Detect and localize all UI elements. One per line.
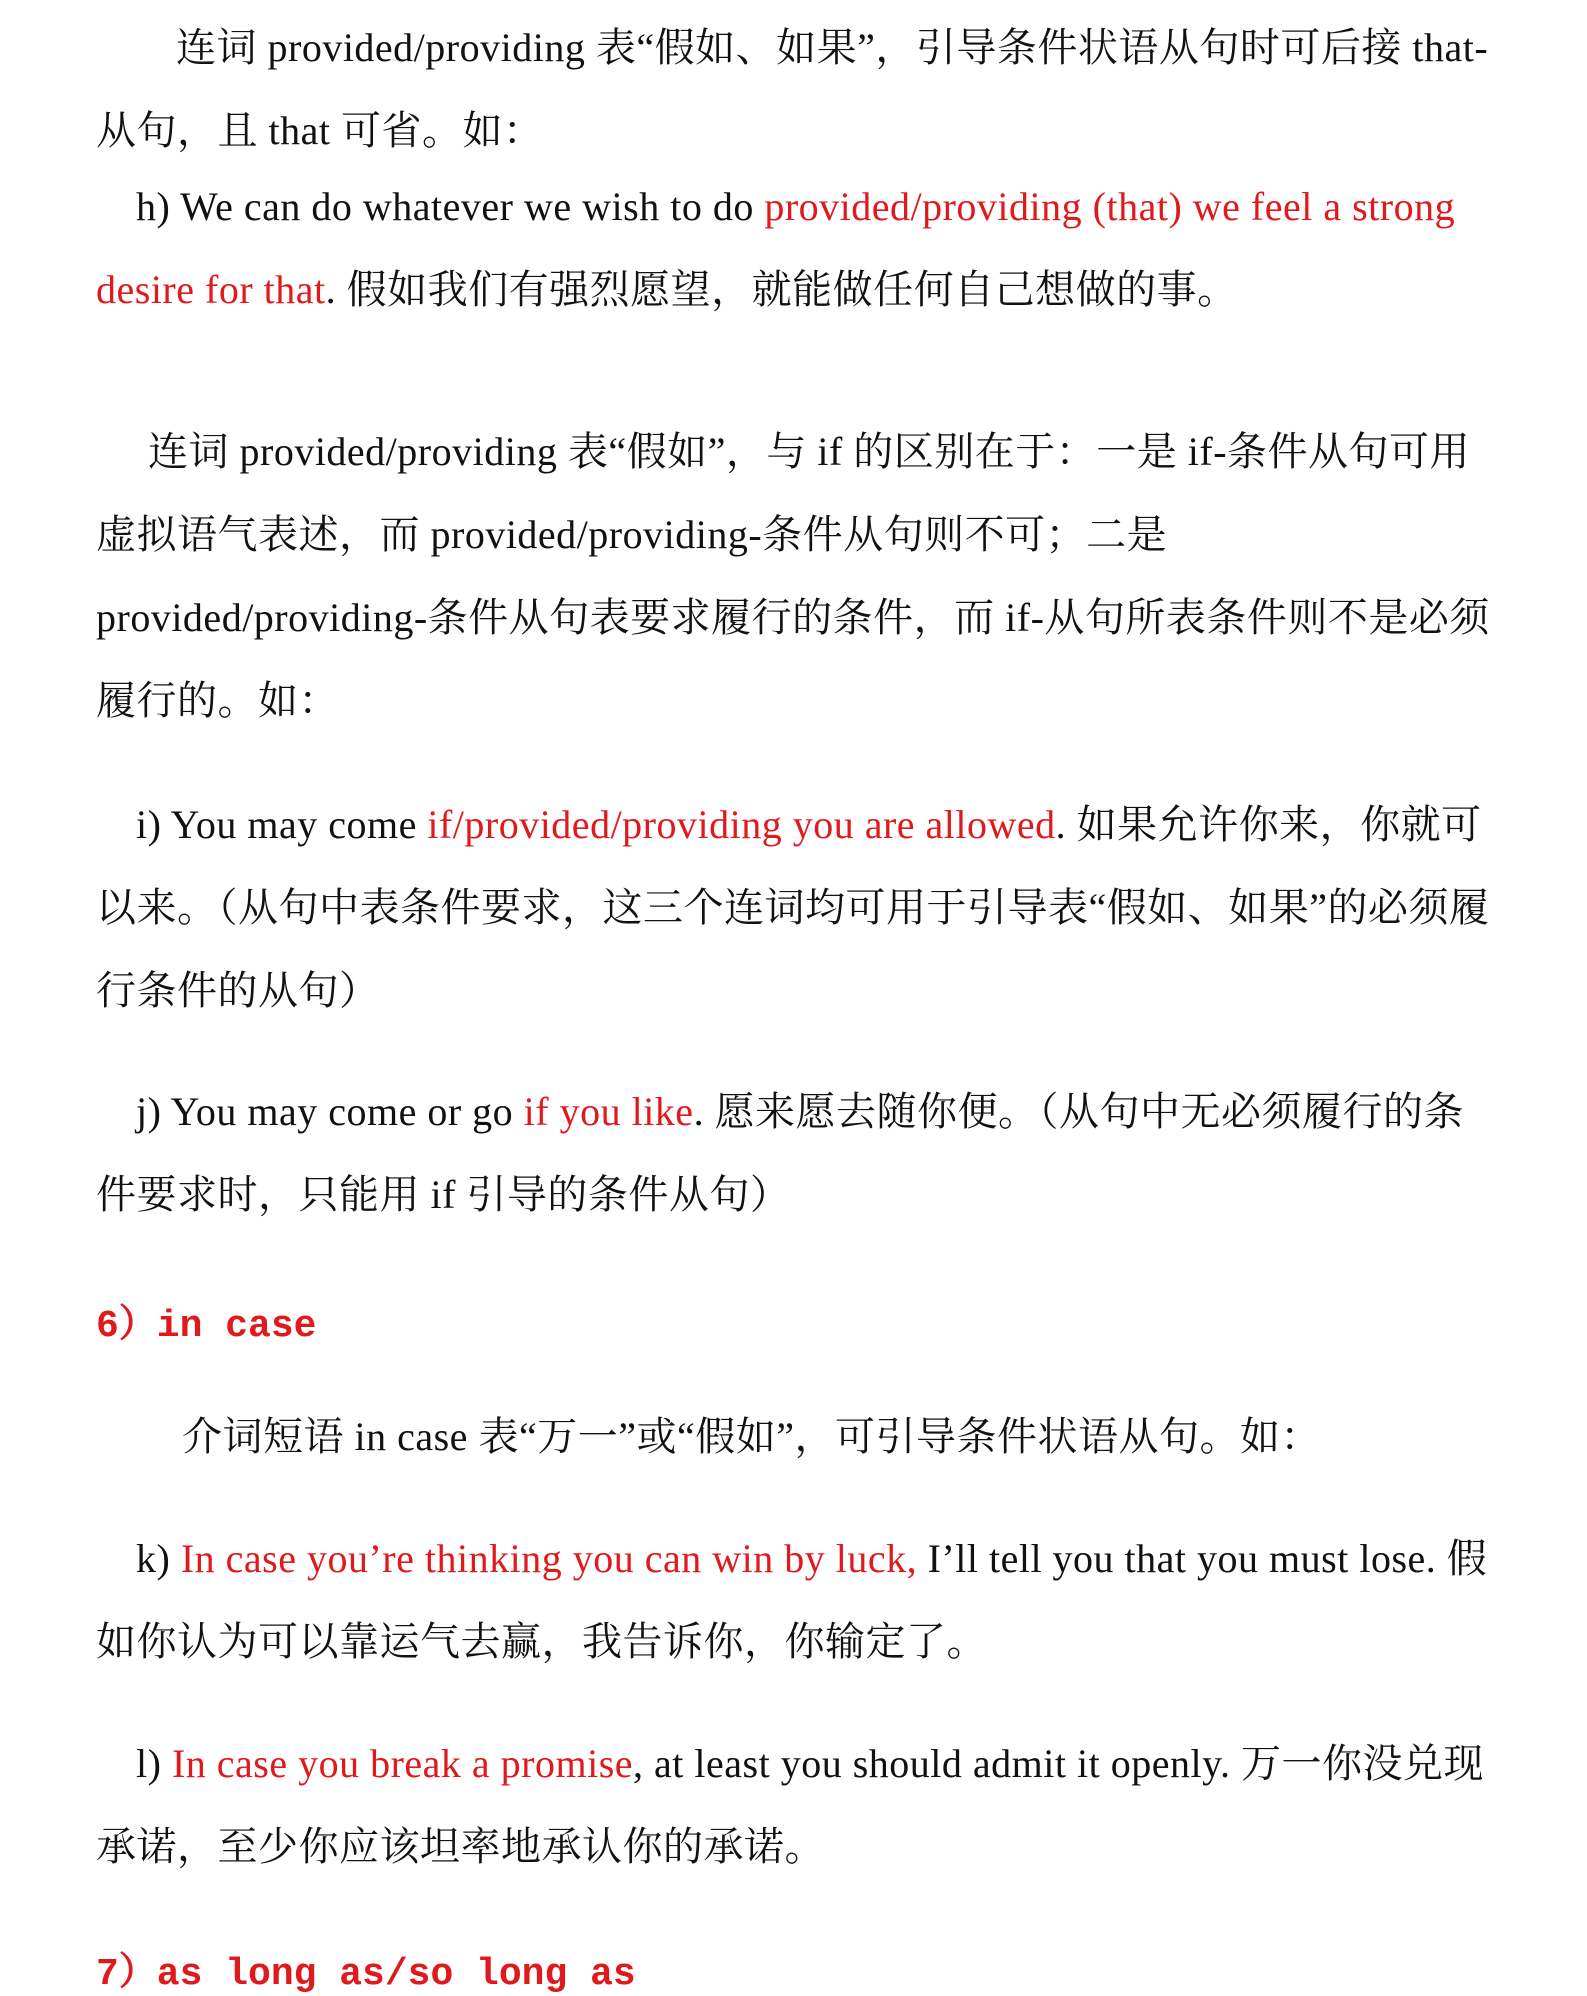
example-i <box>96 783 1496 1032</box>
example-j <box>96 1070 1496 1236</box>
example-suffix: . 如果允许你来，你就可以来。（从句中表条件要求，这三个连词均可用于引导表“假如、如果”的必须履行条件的从句） <box>96 802 1490 1013</box>
example-highlight: if/provided/providing you are allowed <box>427 802 1056 847</box>
example-h <box>96 165 1496 331</box>
example-prefix: l) <box>136 1741 172 1786</box>
example-l <box>96 1722 1496 1888</box>
example-suffix: I’ll tell you that you must lose. 假如你认为可以靠运气去赢，我告诉你，你输定了。 <box>96 1536 1488 1664</box>
section-heading-in-case: 6）in case <box>96 1305 317 1348</box>
example-k <box>96 1517 1496 1683</box>
example-prefix: i) You may come <box>136 802 428 847</box>
example-highlight: In case you break a promise <box>171 1741 634 1786</box>
paragraph-in-case-intro <box>96 1395 1496 1478</box>
example-suffix: . 假如我们有强烈愿望，就能做任何自己想做的事。 <box>325 267 1238 312</box>
example-suffix: . 愿来愿去随你便。（从句中无必须履行的条件要求时，只能用 if 引导的条件从句） <box>96 1089 1465 1217</box>
example-prefix: h) We can do whatever we wish to do <box>136 184 765 229</box>
example-highlight: if you like <box>523 1089 694 1134</box>
example-prefix: k) <box>136 1536 181 1581</box>
section-heading-as-long-as: 7）as long as/so long as <box>96 1953 636 1996</box>
example-prefix: j) You may come or go <box>136 1089 524 1134</box>
example-highlight: In case you’re thinking you can win by luck, <box>180 1536 918 1581</box>
example-suffix: , at least you should admit it openly. 万一你没兑现承诺，至少你应该坦率地承认你的承诺。 <box>96 1741 1484 1869</box>
example-highlight: provided/providing (that) we feel a strong desire for that <box>96 184 1456 312</box>
paragraph-text: 介词短语 in case 表“万一”或“假如”，可引导条件状语从句。如： <box>182 1414 1321 1459</box>
paragraph-text: 连词 provided/providing 表“假如、如果”，引导条件状语从句时可后接 that-从句，且 that 可省。如： <box>96 25 1489 153</box>
paragraph-provided-vs-if <box>96 410 1496 742</box>
paragraph-text: 连词 provided/providing 表“假如”，与 if 的区别在于：一是 if-条件从句可用虚拟语气表述，而 provided/providing-条件从句则不可；二是 provided/providing-条件从句表要求履行的条件，而 if-从句所表条件则不是必须履行的。如： <box>96 429 1490 723</box>
paragraph-provided-intro <box>96 6 1496 172</box>
